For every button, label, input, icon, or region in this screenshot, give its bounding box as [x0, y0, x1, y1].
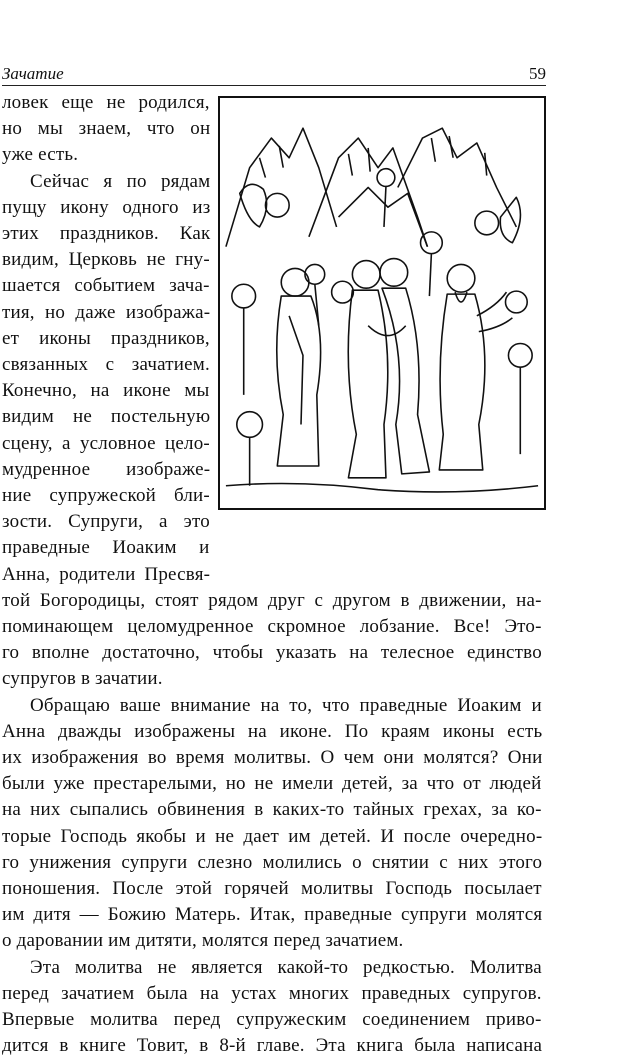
text-line: связанных с зачатием.	[2, 354, 210, 375]
header-rule	[2, 85, 546, 86]
text-line: были уже престарелыми, но не имели детей, за что от людей	[2, 773, 542, 795]
text-line: но мы знаем, что он	[2, 118, 211, 140]
icon-illustration	[218, 96, 546, 510]
text-line: этих праздников. Как	[2, 223, 211, 244]
text-line: супругов в зачатии.	[2, 668, 163, 690]
text-line: дится в книге Товит, в 8-й главе. Эта книга была написана	[2, 1035, 543, 1057]
text-line: мудренное изображе-	[2, 458, 211, 480]
text-line: тия, но даже изобража-	[2, 301, 211, 323]
chapter-title: Зачатие	[2, 64, 64, 83]
text-line: Анна дважды изображены на иконе. По краям иконы есть	[2, 720, 543, 742]
text-line: перед зачатием была на устах многих праведных супругов.	[2, 982, 542, 1004]
text-line: го вполне достаточно, чтобы указать на телесное единство	[2, 642, 542, 664]
text-line: их изображения во время молитвы. О чем они молятся? Они	[2, 747, 543, 768]
text-line: им дитя — Божию Матерь. Итак, праведные супруги молятся	[2, 904, 543, 926]
icon-drawing	[220, 98, 544, 508]
text-line: сцену, а условное цело-	[2, 432, 210, 454]
text-line: о даровании им дитяти, молятся перед зачатием.	[2, 930, 404, 952]
text-line: Эта молитва не является какой-то редкостью. Молитва	[30, 956, 542, 978]
text-line: ние супружеской бли-	[2, 485, 210, 506]
text-line: Сейчас я по рядам	[30, 170, 211, 192]
text-line: уже есть.	[2, 144, 79, 166]
text-line: торые Господь якобы и не дает им детей. И после очередно-	[2, 825, 543, 847]
text-line: ет иконы праздников,	[2, 327, 210, 349]
text-line: поминающем целомудренное скромное лобзание. Все! Это-	[2, 616, 542, 637]
text-line: Анна, родители Пресвя-	[2, 563, 211, 585]
text-line: поношения. После этой горячей молитвы Господь посылает	[2, 878, 542, 899]
text-line: шается событием зача-	[2, 275, 210, 297]
text-line: Впервые молитва перед супружеским соединением приво-	[2, 1009, 542, 1030]
text-line: зости. Супруги, а это	[2, 511, 210, 533]
text-line: той Богородицы, стоят рядом друг с другом в движении, на-	[2, 589, 542, 611]
text-line: Конечно, на иконе мы	[2, 380, 210, 402]
running-header	[2, 64, 546, 86]
text-line: на них сыпались обвинения в каких-то тайных грехах, за ко-	[2, 799, 542, 821]
text-line: го унижения супруги слезно молились о снятии с них этого	[2, 851, 543, 873]
text-line: пущу икону одного из	[2, 196, 211, 218]
text-line: видим не постельную	[2, 406, 211, 428]
text-line: Обращаю ваше внимание на то, что праведные Иоаким и	[30, 694, 542, 716]
text-line: ловек еще не родился,	[2, 92, 210, 113]
page-number: 59	[529, 64, 546, 83]
text-line: праведные Иоаким и	[2, 537, 210, 559]
text-line: видим, Церковь не гну-	[2, 249, 210, 271]
